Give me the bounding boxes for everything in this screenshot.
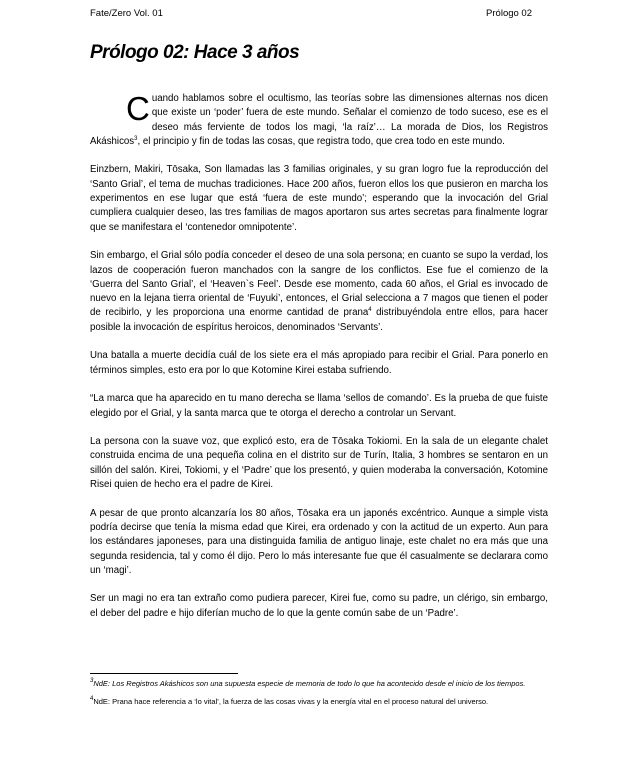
footnote-4-text: NdE: Prana hace referencia a ‘lo vital’, la fuerza de las cosas vivas y la energía vital en el proceso natural del universo. <box>93 697 489 706</box>
body-text <box>90 92 548 635</box>
chapter-title: Prólogo 02: Hace 3 años <box>90 42 300 63</box>
footnotes <box>90 679 548 715</box>
footnote-ref-4: 4 <box>368 307 372 314</box>
paragraph-2: Einzbern, Makiri, Tōsaka, Son llamadas las 3 familias originales, y su gran logro fue la reproducción del ‘Santo Grial’, el tema de muchas tradiciones. Hace 200 años, fueron ellos los que pusieron en marcha los experimentos en ese lugar que está ‘fuera de este mundo’; esperando que la invocación del Grial cumpliera cualquier deseo, las tres familias de magos aportaron sus artes secretas para finalmente lograr que se manifestara el ‘contenedor omnipotente’. <box>90 164 548 233</box>
paragraph-7: A pesar de que pronto alcanzaría los 80 años, Tōsaka era un japonés excéntrico. Aunque a simple vista podría decirse que tenía la misma edad que Kirei, era ordenado y con la actitud de un experto. Aun para los estándares japoneses, para una distinguida familia de antiguo linaje, este chalet no era más que una segunda residencia, tal y como él dijo. Pero lo más interesante fue que él casualmente se declarara como un ‘magi’. <box>90 507 548 576</box>
footnote-3-number: 3 <box>90 678 94 684</box>
header-chapter: Prólogo 02 <box>486 8 532 19</box>
paragraph-3 <box>90 249 548 335</box>
footnote-3-text: NdE: Los Registros Akáshicos son una supuesta especie de memoria de todo lo que ha acontecido desde el inicio de los tiempos. <box>93 679 526 688</box>
paragraph-1-text-b: , el principio y fin de todas las cosas, que registra todo, que crea todo en este mundo. <box>137 135 505 147</box>
paragraph-3-text-a: Sin embargo, el Grial sólo podía conceder el deseo de una sola persona; en cuanto se supo la verdad, los lazos de cooperación fueron manchados con la sangre de los conflictos. Ese fue el comienzo de la ‘Guerra del Santo Grial’, el ‘Heaven`s Feel’. Desde ese momento, cada 60 años, el Grial es invocado de nuevo en la lejana tierra oriental de ‘Fuyuki’, entonces, el Grial selecciona a 7 magos que tienen el poder de recibirlo, y les proporciona una enorme cantidad de prana <box>90 250 548 319</box>
drop-cap: C <box>126 90 150 127</box>
paragraph-3-text-b: distribuyéndola entre ellos, para hacer posible la invocación de espíritus heroicos, denominados ‘Servants’. <box>90 307 548 333</box>
footnote-4 <box>90 697 548 707</box>
footnote-ref-3: 3 <box>134 135 138 142</box>
paragraph-6: La persona con la suave voz, que explicó esto, era de Tōsaka Tokiomi. En la sala de un elegante chalet construida encima de una pequeña colina en el distrito sur de Turín, Italia, 3 hombres se sentaron en un sillón del salón. Kirei, Tokiomi, y el ‘Padre’ que los presentó, y quien moderaba la conversación, Kotomine Risei quien de hecho era el padre de Kirei. <box>90 436 548 491</box>
paragraph-8: Ser un magi no era tan extraño como pudiera parecer, Kirei fue, como su padre, un clérigo, sin embargo, el deber del padre e hijo diferían mucho de lo que la gente común sabe de un ‘Padre’. <box>90 593 548 619</box>
paragraph-1-text-a: uando hablamos sobre el ocultismo, las teorías sobre las dimensiones alternas nos dicen que existe un ‘poder’ fuera de este mundo. Señalar el comienzo de todo suceso, ese es el deseo más ferviente de todos los magi, ‘la raíz’… La morada de Dios, los Registros Akáshicos <box>90 93 548 147</box>
footnote-3 <box>90 679 548 689</box>
header-book-title: Fate/Zero Vol. 01 <box>90 8 163 19</box>
paragraph-1 <box>90 92 548 149</box>
paragraph-4: Una batalla a muerte decidía cuál de los siete era el más apropiado para recibir el Grial. Para ponerlo en términos simples, esto era por lo que Kotomine Kirei estaba sufriendo. <box>90 350 548 376</box>
paragraph-5: “La marca que ha aparecido en tu mano derecha se llama ‘sellos de comando’. Es la prueba de que fuiste elegido por el Grial, y la santa marca que te otorga el derecho a controlar un Servant. <box>90 393 548 419</box>
footnote-4-number: 4 <box>90 696 94 702</box>
footnote-divider <box>90 673 238 674</box>
